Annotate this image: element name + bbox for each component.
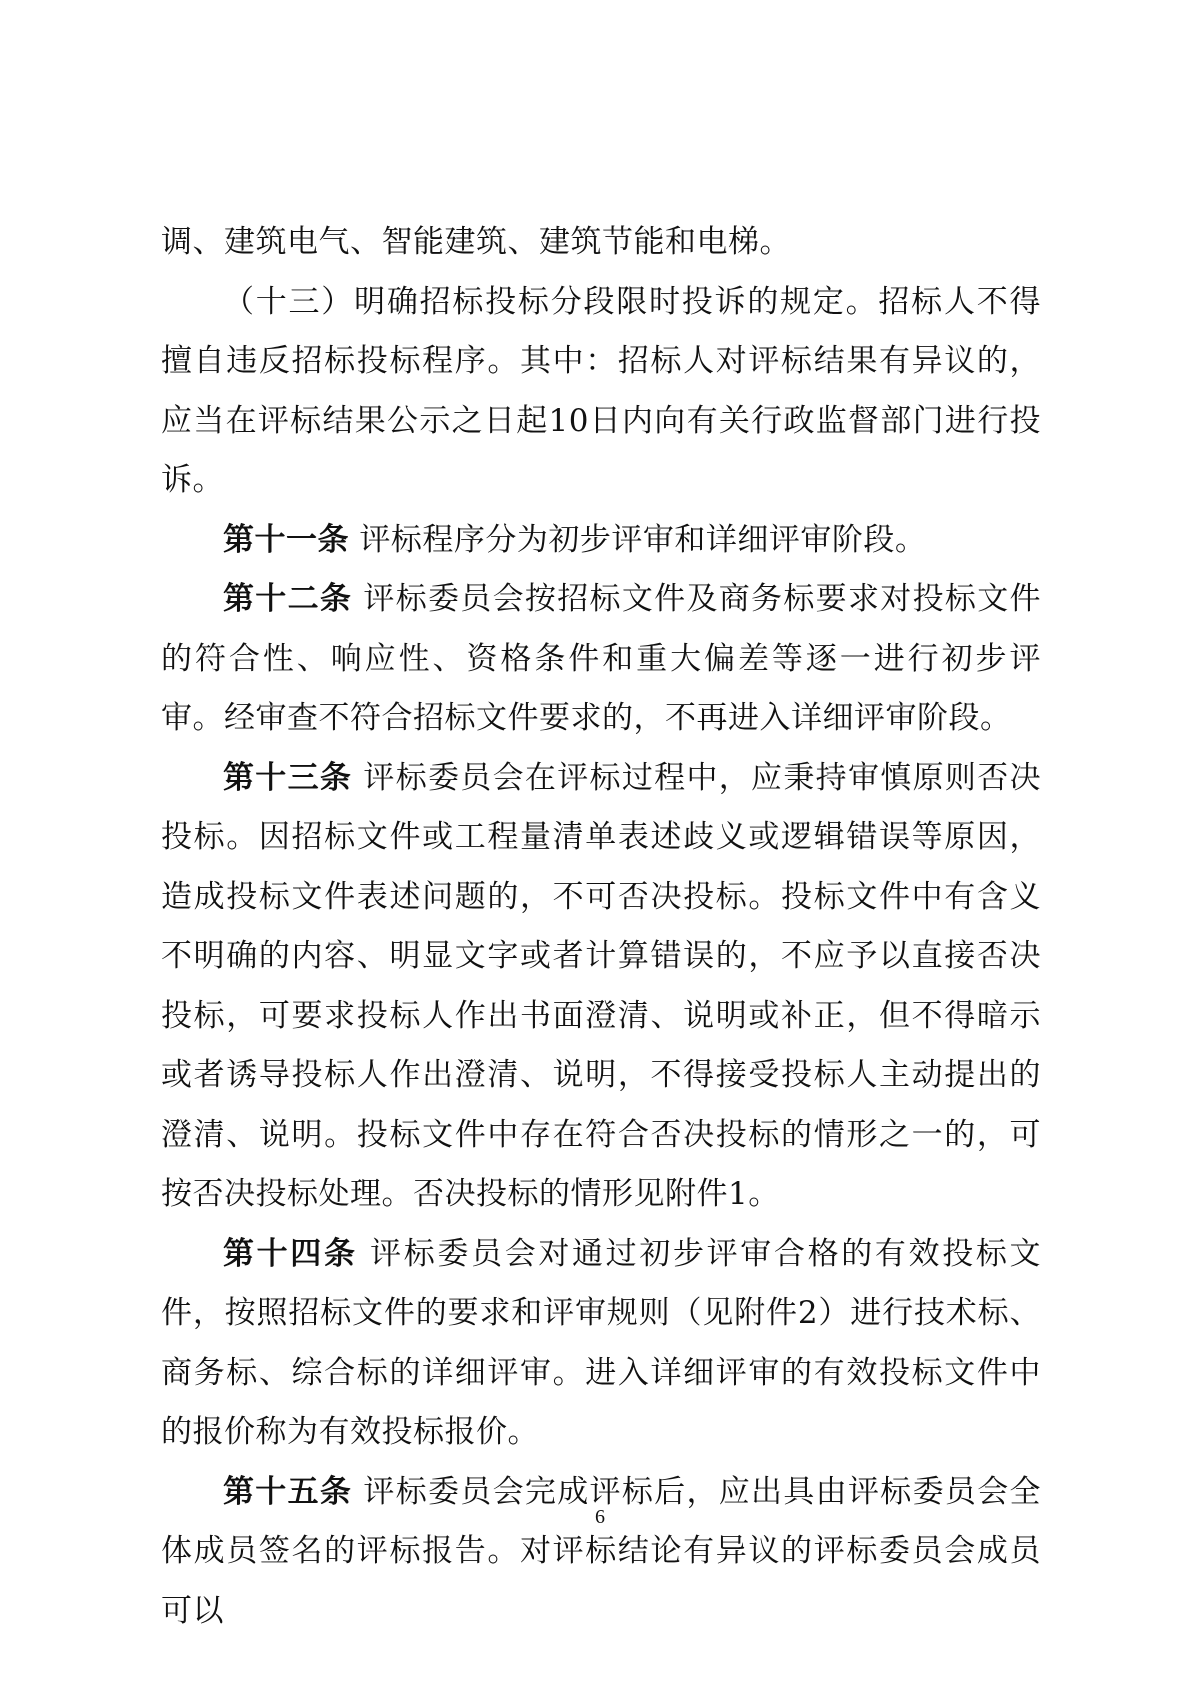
article-heading: 第十一条 (223, 521, 349, 558)
paragraph-text: （十三）明确招标投标分段限时投诉的规定。招标人不得擅自违反招标投标程序。其中：招标人对评标结果有异议的，应当在评标结果公示之日起10日内向有关行政监督部门进行投诉。 (161, 283, 1041, 498)
article-15 (161, 1463, 1041, 1642)
article-heading: 第十四条 (223, 1235, 358, 1272)
paragraph-text: 评标委员会在评标过程中，应秉持审慎原则否决投标。因招标文件或工程量清单表述歧义或逻辑错误等原因，造成投标文件表述问题的，不可否决投标。投标文件中有含义不明确的内容、明显文字或者计算错误的，不应予以直接否决投标，可要求投标人作出书面澄清、说明或补正，但不得暗示或者诱导投标人作出澄清、说明，不得接受投标人主动提出的澄清、说明。投标文件中存在符合否决投标的情形之一的，可按否决投标处理。否决投标的情形见附件1。 (161, 759, 1042, 1212)
paragraph-continuation (161, 213, 1041, 273)
article-heading: 第十三条 (223, 759, 353, 796)
article-14 (161, 1225, 1041, 1463)
paragraph-item-13 (161, 273, 1041, 511)
paragraph-text: 评标委员会完成评标后，应出具由评标委员会全体成员签名的评标报告。对评标结论有异议的评标委员会成员可以 (161, 1473, 1042, 1629)
paragraph-text: 评标委员会对通过初步评审合格的有效投标文件，按照招标文件的要求和评审规则（见附件2）进行技术标、商务标、综合标的详细评审。进入详细评审的有效投标文件中的报价称为有效投标报价。 (161, 1235, 1041, 1450)
paragraph-text: 调、建筑电气、智能建筑、建筑节能和电梯。 (161, 224, 791, 260)
article-11 (161, 511, 1041, 571)
document-body (161, 213, 1041, 1641)
paragraph-text: 评标委员会按招标文件及商务标要求对投标文件的符合性、响应性、资格条件和重大偏差等逐一进行初步评审。经审查不符合招标文件要求的，不再进入详细评审阶段。 (161, 581, 1042, 736)
paragraph-text: 评标程序分为初步评审和详细评审阶段。 (349, 521, 927, 558)
page-number: 6 (595, 1506, 605, 1528)
article-heading: 第十二条 (223, 581, 353, 617)
article-13 (161, 749, 1041, 1225)
article-12 (161, 570, 1041, 749)
article-heading: 第十五条 (223, 1473, 353, 1510)
